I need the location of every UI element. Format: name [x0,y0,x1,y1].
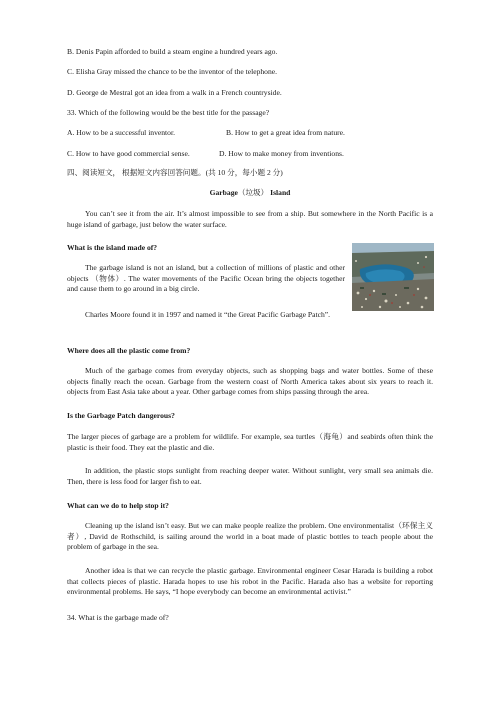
paragraph-cleaning: Cleaning up the island isn’t easy. But we can make people realize the problem. One environmentalist（环保主义者）, David de Rothschild, is sailing around the world in a boat made of plastic bottles to teach people about the problem of garbage in the sea. [67,521,433,552]
q33-question: 33. Which of the following would be the best title for the passage? [67,108,270,117]
paragraph-wildlife: The larger pieces of garbage are a problem for wildlife. For example, sea turtles（海龟）and seabirds often think the plastic is their food. They eat the plastic and die. [67,432,433,452]
article-title-pre: Garbage [209,188,238,197]
paragraph-plastic-source: Much of the garbage comes from everyday objects, such as shopping bags and water bottles. Some of these objects finally reach the ocean. Garbage from the western coast of North America takes about six years to reach it. objects from East Asia take about a year. Other garbage comes from ships passing through the area. [67,366,433,397]
garbage-island-photo-svg [352,243,434,311]
q33-option-c: C. How to have good commercial sense. [67,149,190,158]
garbage-island-photo [352,243,434,311]
q33-option-a: A. How to be a successful inventor. [67,128,175,137]
article-title-post: Island [270,188,291,197]
paragraph-sunlight: In addition, the plastic stops sunlight from reaching deeper water. Without sunlight, very small sea animals die. Then, there is less food for larger fish to eat. [67,466,433,486]
q33-option-d: D. How to make money from inventions. [219,149,344,158]
heading-help-stop: What can we do to help stop it? [67,501,169,510]
q32-option-b: B. Denis Papin afforded to build a steam engine a hundred years ago. [67,47,278,56]
section-header: 四、阅读短文， 根据短文内容回答问题。(共 10 分，每小题 2 分) [67,168,283,177]
q34-question: 34. What is the garbage made of? [67,613,169,622]
article-title [0,188,500,199]
paragraph-moore: Charles Moore found it in 1997 and named it “the Great Pacific Garbage Patch”. [85,310,331,319]
q33-option-b: B. How to get a great idea from nature. [226,128,345,137]
heading-plastic-source: Where does all the plastic come from? [67,346,191,355]
article-intro: You can’t see it from the air. It’s almost impossible to see from a ship. But somewhere in the North Pacific is a huge island of garbage, just below the water surface. [67,209,433,229]
q32-option-d: D. George de Mestral got an idea from a walk in a French countryside. [67,88,282,97]
q32-option-c: C. Elisha Gray missed the chance to be the inventor of the telephone. [67,67,278,76]
paragraph-island: The garbage island is not an island, but a collection of millions of plastic and other objects （物体）. The water movements of the Pacific Ocean bring the objects together and cause them to go around in a big circle. [67,263,345,294]
article-title-cn: （垃圾） [237,188,269,197]
heading-dangerous: Is the Garbage Patch dangerous? [67,411,175,420]
heading-island-made-of: What is the island made of? [67,243,158,252]
paragraph-recycle: Another idea is that we can recycle the plastic garbage. Environmental engineer Cesar Harada is building a robot that collects pieces of plastic. Harada hopes to use his robot in the Pacific. Harada also has a website for reporting environmental problems. He says, “I hope everybody can become an environmental activist.” [67,566,433,597]
